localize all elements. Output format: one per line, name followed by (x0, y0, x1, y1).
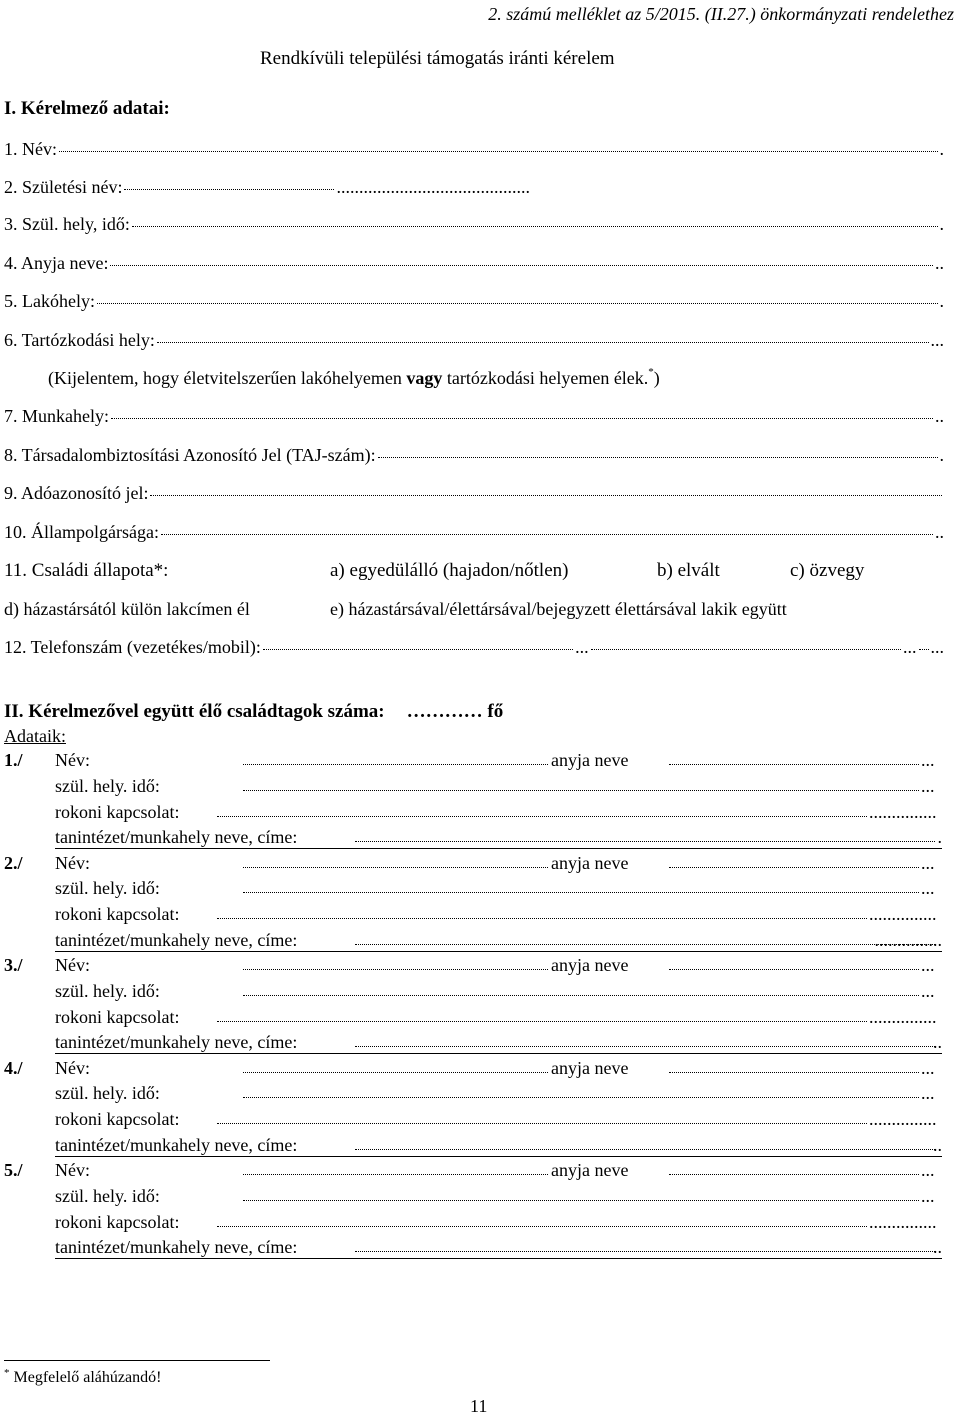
member-mother-label: anyja neve (551, 852, 629, 873)
field-label: 4. Anyja neve: (4, 253, 109, 273)
annex-note: 2. számú melléklet az 5/2015. (II.27.) önkormányzati rendelethez (488, 4, 954, 24)
phone-sep-2: ... (903, 637, 917, 657)
field-end: .. (935, 253, 944, 273)
member-relation-end: ............... (869, 1006, 937, 1027)
member-institution-leader[interactable] (355, 1149, 935, 1150)
member-institution-label: tanintézet/munkahely neve, címe: (55, 1032, 298, 1053)
footnote-rule (4, 1360, 270, 1361)
member-birth-end: ... (921, 878, 935, 899)
member-relation-end: ............... (869, 1109, 937, 1130)
member-separator (55, 1156, 942, 1157)
marital-option-c[interactable]: c) özvegy (790, 560, 865, 581)
member-separator (55, 848, 942, 849)
member-name-label: Név: (55, 1160, 90, 1180)
member-institution-end: ............... (874, 929, 942, 950)
member-institution-leader[interactable] (355, 1251, 935, 1252)
field-end: ... (930, 330, 944, 350)
member-birth-leader[interactable] (243, 995, 919, 996)
field-label: 6. Tartózkodási hely: (4, 330, 155, 350)
field-end: . (939, 291, 944, 311)
member-name-leader[interactable] (243, 1072, 548, 1073)
footnote-text: Megfelelő aláhúzandó! (9, 1369, 162, 1386)
footnote-mark: * (4, 1367, 10, 1379)
member-birth-label: szül. hely. idő: (55, 878, 160, 899)
member-mother-leader[interactable] (669, 1072, 919, 1073)
member-number: 5./ (4, 1160, 23, 1180)
field-label: 10. Állampolgársága: (4, 522, 159, 542)
fill-leader[interactable] (263, 649, 573, 650)
member-name-label: Név: (55, 750, 90, 770)
field-citizenship[interactable] (4, 523, 944, 541)
member-institution-leader[interactable] (355, 944, 935, 945)
marital-option-e[interactable]: e) házastársával/élettársával/bejegyzett élettársával lakik együtt (330, 599, 787, 619)
member-mother-leader[interactable] (669, 969, 919, 970)
member-mother-leader[interactable] (669, 764, 919, 765)
member-birth-label: szül. hely. idő: (55, 980, 160, 1001)
member-institution-end: .. (933, 1134, 942, 1155)
fill-leader[interactable] (111, 418, 933, 419)
member-count-field[interactable]: ………… (406, 701, 483, 722)
field-label: 9. Adóazonosító jel: (4, 483, 149, 503)
field-birth-place-date[interactable] (4, 215, 944, 233)
member-mother-end: ... (921, 1057, 935, 1078)
fill-leader[interactable] (97, 303, 938, 304)
member-name-label: Név: (55, 1057, 90, 1078)
member-birth-end: ... (921, 980, 935, 1001)
fill-leader[interactable] (919, 649, 929, 650)
member-separator (55, 1258, 942, 1259)
member-mother-end: ... (921, 852, 935, 873)
field-residence[interactable] (4, 292, 944, 310)
declaration-bold: vagy (406, 368, 443, 388)
field-label: 2. Születési név: (4, 177, 123, 197)
member-relation-label: rokoni kapcsolat: (55, 1109, 180, 1130)
page-number: 11 (470, 1396, 488, 1416)
section-1-heading: I. Kérelmező adatai: (4, 98, 170, 119)
member-name-leader[interactable] (243, 764, 548, 765)
field-tax-id[interactable] (4, 484, 944, 502)
field-name[interactable] (4, 140, 944, 158)
footnote-mark: * (648, 366, 654, 378)
member-mother-label: anyja neve (551, 955, 629, 975)
fill-leader[interactable] (59, 151, 938, 152)
field-stay-place[interactable] (4, 331, 944, 349)
member-institution-end: .. (933, 1032, 942, 1053)
member-birth-leader[interactable] (243, 1097, 919, 1098)
field-end: .. (935, 522, 944, 542)
member-separator (55, 951, 942, 952)
member-mother-leader[interactable] (669, 867, 919, 868)
footnote (4, 1367, 162, 1386)
fill-leader[interactable] (378, 457, 938, 458)
member-birth-label: szül. hely. idő: (55, 1185, 160, 1206)
phone-sep-1: ... (575, 637, 589, 657)
member-mother-end: ... (921, 955, 935, 975)
member-number: 3./ (4, 955, 23, 975)
field-end: . (939, 139, 944, 159)
member-institution-label: tanintézet/munkahely neve, címe: (55, 929, 298, 950)
section-2-heading (4, 702, 503, 721)
member-relation-label: rokoni kapcsolat: (55, 1211, 180, 1232)
member-birth-label: szül. hely. idő: (55, 1083, 160, 1104)
member-institution-end: .. (933, 1237, 942, 1258)
member-name-label: Név: (55, 852, 90, 873)
declaration-text: (Kijelentem, hogy életvitelszerűen lakóhelyemen (48, 368, 407, 388)
marital-option-a[interactable]: a) egyedülálló (hajadon/nőtlen) (330, 560, 569, 581)
member-mother-leader[interactable] (669, 1174, 919, 1175)
member-institution-leader[interactable] (355, 841, 935, 842)
declaration-text-2: tartózkodási helyemen élek. (442, 368, 649, 388)
field-label: 1. Név: (4, 139, 57, 159)
fill-leader[interactable] (150, 495, 942, 496)
field-label: 8. Társadalombiztosítási Azonosító Jel (TAJ-szám): (4, 445, 376, 465)
member-birth-leader[interactable] (243, 892, 919, 893)
member-number: 4./ (4, 1057, 23, 1078)
marital-option-d[interactable]: d) házastársától külön lakcímen él (4, 599, 250, 619)
member-relation-leader[interactable] (217, 918, 867, 919)
member-mother-label: anyja neve (551, 750, 629, 770)
section-2-heading-text: II. Kérelmezővel együtt élő családtagok száma: (4, 701, 385, 722)
member-birth-end: ... (921, 1083, 935, 1104)
member-birth-leader[interactable] (243, 1200, 919, 1201)
member-institution-end: . (937, 827, 942, 848)
field-birth-name[interactable] (4, 178, 944, 196)
form-title: Rendkívüli települési támogatás iránti kérelem (260, 48, 615, 69)
member-name-leader[interactable] (243, 969, 548, 970)
member-name-leader[interactable] (243, 1174, 548, 1175)
member-relation-leader[interactable] (217, 1226, 867, 1227)
fill-leader[interactable] (132, 226, 938, 227)
member-institution-label: tanintézet/munkahely neve, címe: (55, 1134, 298, 1155)
field-workplace[interactable] (4, 407, 944, 425)
fill-leader[interactable] (157, 342, 929, 343)
member-relation-end: ............... (869, 904, 937, 925)
field-label: 7. Munkahely: (4, 406, 109, 426)
field-end: ........................................... (336, 177, 530, 197)
field-phone[interactable] (4, 638, 944, 656)
member-birth-end: ... (921, 1185, 935, 1206)
field-label: 12. Telefonszám (vezetékes/mobil): (4, 637, 261, 657)
field-taj[interactable] (4, 446, 944, 464)
member-institution-label: tanintézet/munkahely neve, címe: (55, 1237, 298, 1258)
member-number: 1./ (4, 750, 23, 770)
fill-leader[interactable] (124, 189, 334, 190)
fill-leader[interactable] (161, 534, 933, 535)
marital-label: 11. Családi állapota*: (4, 560, 169, 581)
member-relation-label: rokoni kapcsolat: (55, 904, 180, 925)
member-birth-leader[interactable] (243, 790, 919, 791)
field-label: 3. Szül. hely, idő: (4, 214, 130, 234)
marital-option-b[interactable]: b) elvált (657, 560, 720, 581)
field-end: . (939, 214, 944, 234)
members-subheading: Adataik: (4, 726, 66, 746)
member-relation-end: ............... (869, 801, 937, 822)
fill-leader[interactable] (110, 265, 933, 266)
member-name-leader[interactable] (243, 867, 548, 868)
member-relation-end: ............... (869, 1211, 937, 1232)
field-end: ... (930, 637, 945, 657)
member-birth-end: ... (921, 775, 935, 796)
member-mother-label: anyja neve (551, 1057, 629, 1078)
member-relation-leader[interactable] (217, 816, 867, 817)
declaration-close: ) (653, 368, 660, 388)
field-end: .. (935, 406, 944, 426)
member-relation-leader[interactable] (217, 1021, 867, 1022)
member-name-label: Név: (55, 955, 90, 975)
member-separator (55, 1053, 942, 1054)
member-birth-label: szül. hely. idő: (55, 775, 160, 796)
declaration (48, 366, 660, 388)
member-mother-label: anyja neve (551, 1160, 629, 1180)
member-mother-end: ... (921, 1160, 935, 1180)
field-label: 5. Lakóhely: (4, 291, 95, 311)
member-mother-end: ... (921, 750, 935, 770)
member-relation-label: rokoni kapcsolat: (55, 1006, 180, 1027)
member-relation-label: rokoni kapcsolat: (55, 801, 180, 822)
member-relation-leader[interactable] (217, 1123, 867, 1124)
member-institution-leader[interactable] (355, 1046, 935, 1047)
unit-label: fő (482, 701, 504, 722)
fill-leader[interactable] (591, 649, 901, 650)
field-mother-name[interactable] (4, 254, 944, 272)
field-end: . (939, 445, 944, 465)
member-number: 2./ (4, 852, 23, 873)
member-institution-label: tanintézet/munkahely neve, címe: (55, 827, 298, 848)
